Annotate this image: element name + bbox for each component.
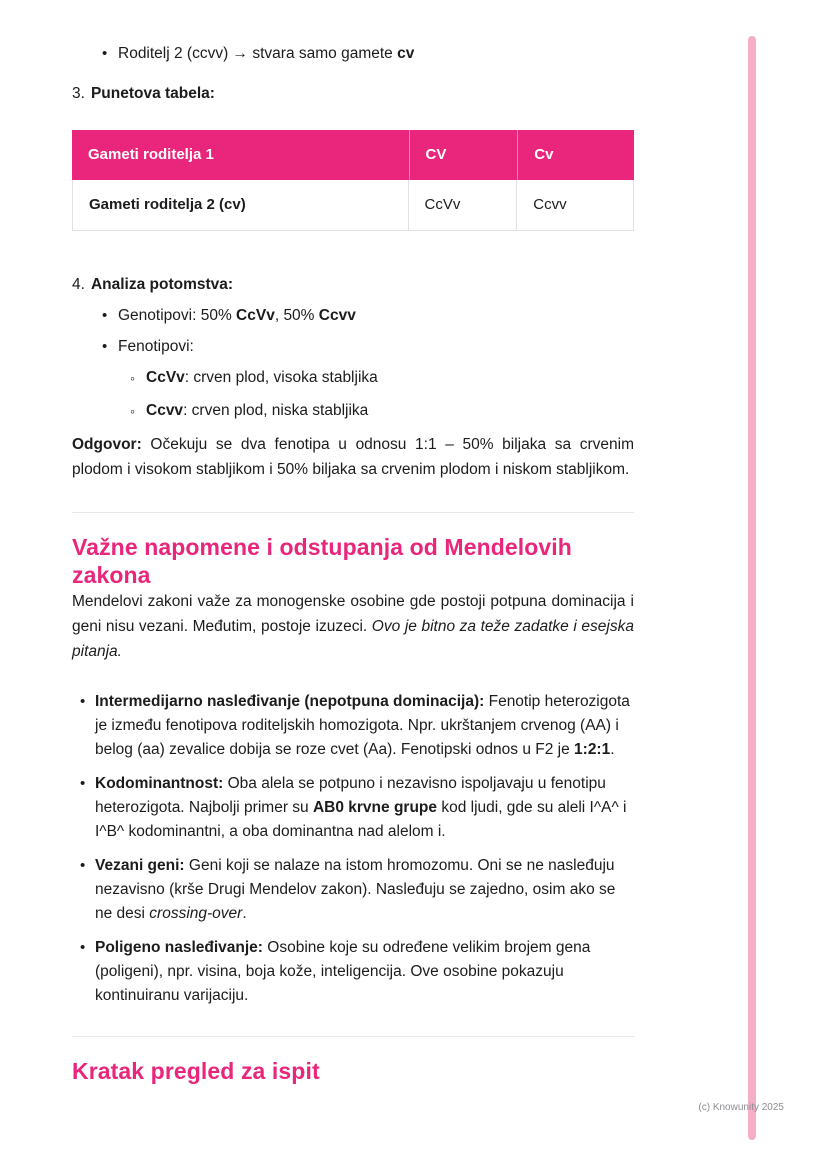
text-run: Osobine koje su određene velikim brojem gena (poligeni), npr. visina, boja kože, inteligencija. Ove osobine pokazuju kontinuiranu varijaciju. — [95, 939, 591, 1004]
item-number: 3. — [72, 85, 85, 102]
text-run: , 50% — [274, 307, 319, 324]
list-item-text — [118, 335, 194, 359]
bullet-icon — [80, 936, 95, 1008]
text-run: Geni koji se nalaze na istom hromozomu. Oni se ne nasleđuju nezavisno (krše Drugi Mendelov zakon). Nasleđuju se zajedno, osim ako se ne desi — [95, 857, 616, 922]
table-header-cell: CV — [409, 130, 518, 180]
table-cell: CcVv — [409, 180, 518, 231]
bold-text: Ccvv — [146, 402, 184, 419]
list-item-text — [95, 854, 634, 926]
text-run: Očekuju se dva fenotipa u odnosu 1:1 – 50% biljaka sa crvenim plodom i visokom stabljikom i 50% biljaka sa crvenim plodom i niskom stabljikom. — [72, 436, 634, 478]
list-item — [80, 690, 634, 762]
italic-text: Ovo je bitno za teže zadatke i esejska pitanja. — [72, 618, 634, 660]
text-run: kod ljudi, gde su aleli I^A^ i I^B^ kodominantni, a oba dominantna nad alelom i. — [95, 799, 627, 840]
bold-text: Intermedijarno nasleđivanje (nepotpuna dominacija): — [95, 693, 485, 710]
list-item-text — [118, 42, 414, 66]
bold-text: Vezani geni: — [95, 857, 185, 874]
table-row — [72, 180, 634, 231]
copyright-note: (c) Knowunity 2025 — [698, 1102, 784, 1113]
bold-text: Kodominantnost: — [95, 775, 224, 792]
item-title: Punetova tabela: — [90, 85, 215, 102]
table-cell: Ccvv — [517, 180, 634, 231]
document-content — [72, 0, 634, 1085]
page-edge-stripe — [748, 36, 756, 1140]
list-item-text — [118, 304, 356, 328]
text-run: Roditelj 2 (ccvv) → stvara samo gamete — [118, 45, 398, 62]
bold-text: CcVv — [236, 307, 275, 324]
bold-text: cv — [397, 45, 415, 62]
bold-text: 1:2:1 — [574, 741, 611, 758]
list-item-text — [95, 936, 634, 1008]
bold-text: Poligeno nasleđivanje: — [95, 939, 263, 956]
bold-text: Ccvv — [318, 307, 356, 324]
text-run: . — [610, 741, 615, 758]
list-item — [102, 304, 634, 328]
list-item — [102, 42, 634, 66]
text-run: . — [242, 905, 247, 922]
table-cell: Gameti roditelja 2 (cv) — [72, 180, 409, 231]
list-item — [80, 772, 634, 844]
divider — [72, 1036, 634, 1037]
list-item-text — [146, 366, 378, 391]
bold-text: AB0 krvne grupe — [312, 799, 438, 816]
table-header-row — [72, 130, 634, 180]
hollow-bullet-icon — [130, 399, 146, 424]
intro-paragraph — [72, 589, 634, 664]
notes-list — [72, 690, 634, 1008]
sub-list-item — [130, 399, 634, 424]
text-run: Genotipovi: 50% — [118, 307, 237, 324]
table-header-cell: Gameti roditelja 1 — [72, 130, 409, 180]
divider — [72, 512, 634, 513]
numbered-item-3 — [72, 82, 634, 106]
italic-text: crossing-over — [149, 905, 243, 922]
section-title-exam: Kratak pregled za ispit — [72, 1058, 320, 1084]
list-item — [102, 335, 634, 359]
bullet-icon — [80, 772, 95, 844]
list-item-text — [146, 399, 368, 424]
text-run: Mendelovi zakoni važe za monogenske osobine gde postoji potpuna dominacija i geni nisu vezani. Međutim, postoje izuzeci. — [72, 593, 634, 635]
list-item — [80, 936, 634, 1008]
bullet-icon — [102, 304, 118, 328]
list-item-text — [95, 690, 634, 762]
item-number: 4. — [72, 276, 85, 293]
sub-list-item — [130, 366, 634, 391]
item-title: Analiza potomstva: — [90, 276, 234, 293]
answer-paragraph — [72, 432, 634, 482]
text-run: : crven plod, visoka stabljika — [184, 369, 378, 386]
text-run: Fenotip heterozigota je između fenotipova roditeljskih homozigota. Npr. ukrštanjem crvenog (AA) i belog (aa) zevalice dobija se roze cvet (Aa). Fenotipski odnos u F2 je — [95, 693, 630, 758]
table-header-cell: Cv — [517, 130, 634, 180]
answer-label: Odgovor: — [72, 436, 142, 453]
numbered-item-4 — [72, 273, 634, 297]
text-run: : crven plod, niska stabljika — [183, 402, 369, 419]
bold-text: CcVv — [146, 369, 185, 386]
punnett-table — [72, 130, 634, 231]
bullet-icon — [102, 42, 118, 66]
analysis-list — [72, 304, 634, 424]
list-item-text — [95, 772, 634, 844]
text-run: Oba alela se potpuno i nezavisno ispoljavaju u fenotipu heterozigota. Najbolji primer su — [95, 775, 606, 816]
bullet-icon — [102, 335, 118, 359]
text-run: Fenotipovi: — [118, 338, 194, 355]
list-item — [80, 854, 634, 926]
bullet-icon — [80, 854, 95, 926]
bullet-icon — [80, 690, 95, 762]
hollow-bullet-icon — [130, 366, 146, 391]
section-title-notes: Važne napomene i odstupanja od Mendelovih zakona — [72, 534, 572, 588]
